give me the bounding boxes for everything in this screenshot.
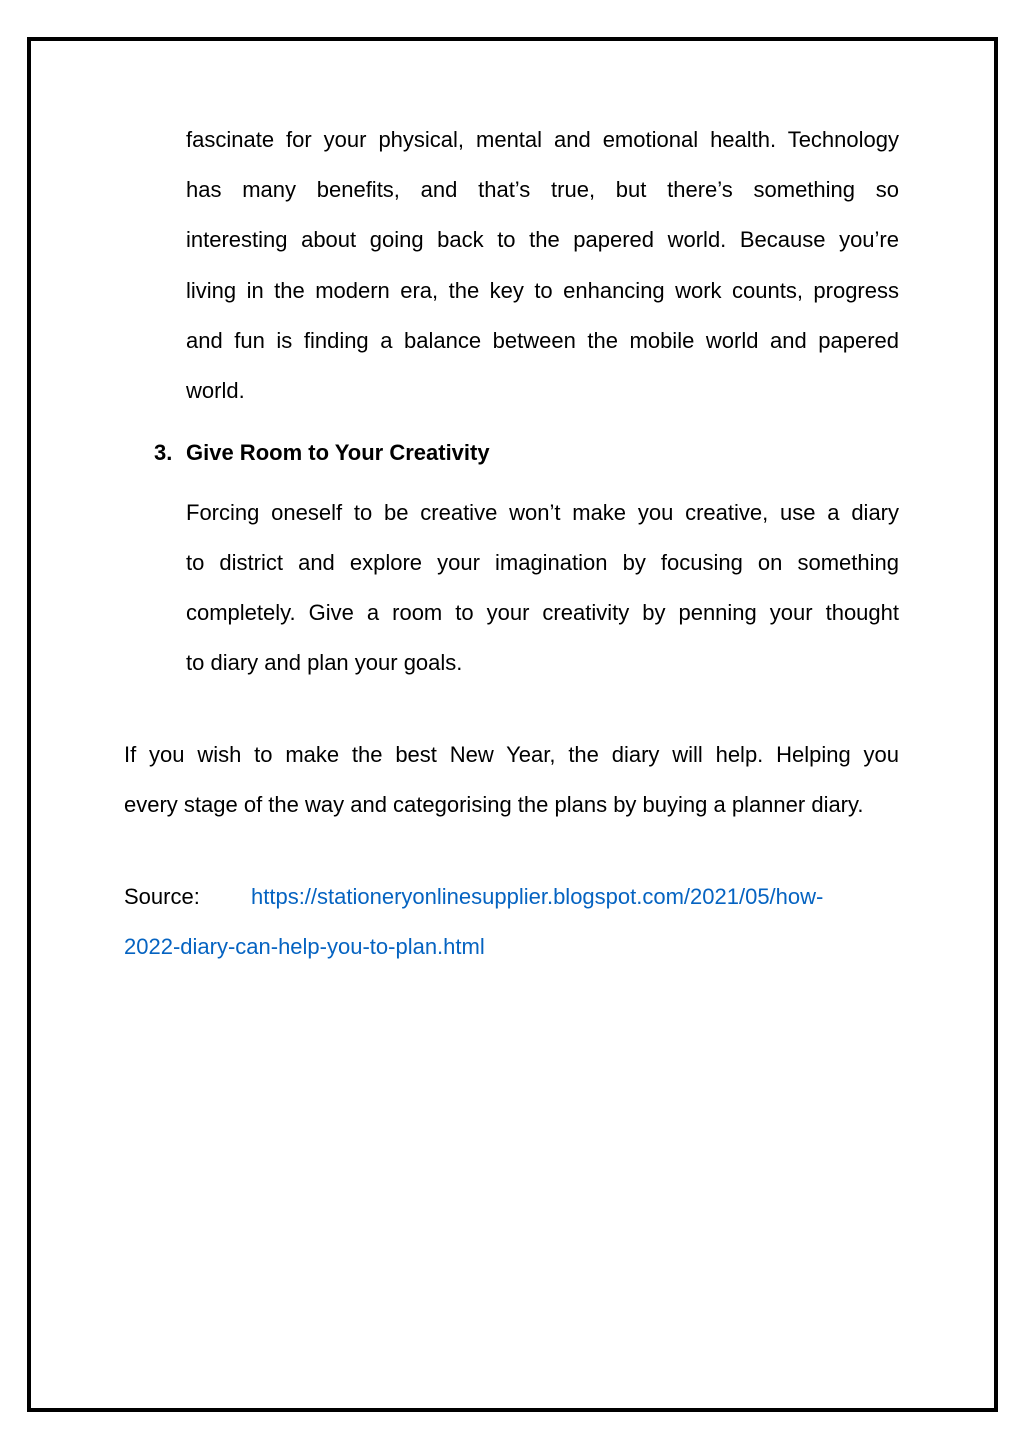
section-3-heading — [154, 438, 490, 468]
paragraph-1-line-1: fascinate for your physical, mental and emotional health. Technology — [186, 127, 899, 152]
section-3-title: Give Room to Your Creativity — [186, 440, 490, 465]
section-3-line-2: to district and explore your imagination by focusing on something — [186, 550, 899, 575]
paragraph-1-line-5: and fun is finding a balance between the mobile world and papered — [186, 328, 899, 353]
paragraph-1-line-2: has many benefits, and that’s true, but there’s something so — [186, 177, 899, 202]
section-3-number: 3. — [154, 440, 173, 465]
source-link-part-2[interactable]: 2022-diary-can-help-you-to-plan.html — [124, 934, 485, 959]
paragraph-1-line-3: interesting about going back to the papered world. Because you’re — [186, 227, 899, 252]
closing-line-2: every stage of the way and categorising the plans by buying a planner diary. — [124, 792, 864, 817]
paragraph-1-line-6: world. — [186, 378, 245, 403]
section-3-line-1: Forcing oneself to be creative won’t make you creative, use a diary — [186, 500, 899, 525]
closing-line-1: If you wish to make the best New Year, the diary will help. Helping you — [124, 742, 899, 767]
section-3-line-4: to diary and plan your goals. — [186, 650, 463, 675]
section-3-line-3: completely. Give a room to your creativity by penning your thought — [186, 600, 899, 625]
source-link-part-1[interactable]: https://stationeryonlinesupplier.blogspot.com/2021/05/how- — [251, 884, 824, 909]
source-label: Source: — [124, 884, 200, 909]
paragraph-1-line-4: living in the modern era, the key to enhancing work counts, progress — [186, 278, 899, 303]
